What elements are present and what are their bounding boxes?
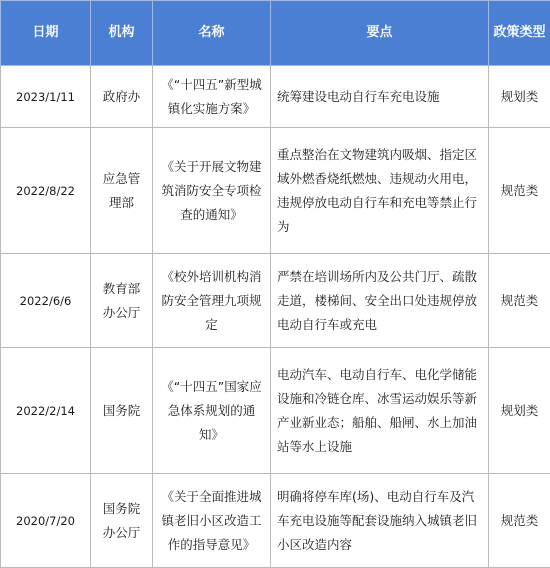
cell-org: 国务院办公厅 — [91, 474, 153, 568]
table-row — [1, 254, 550, 348]
header-name: 名称 — [153, 1, 271, 66]
header-date: 日期 — [1, 1, 91, 66]
cell-point: 严禁在培训场所内及公共门厅、疏散走道，楼梯间、安全出口处违规停放电动自行车或充电 — [271, 254, 489, 348]
cell-org: 国务院 — [91, 348, 153, 474]
table-header-row — [1, 1, 550, 66]
header-point: 要点 — [271, 1, 489, 66]
cell-org: 应急管理部 — [91, 128, 153, 254]
cell-type: 规范类 — [489, 128, 550, 254]
cell-name: 《关于开展文物建筑消防安全专项检查的通知》 — [153, 128, 271, 254]
cell-date: 2023/1/11 — [1, 66, 91, 128]
cell-date: 2020/7/20 — [1, 474, 91, 568]
table-row — [1, 128, 550, 254]
cell-name: 《“十四五”新型城镇化实施方案》 — [153, 66, 271, 128]
table-row — [1, 66, 550, 128]
cell-name: 《关于全面推进城镇老旧小区改造工作的指导意见》 — [153, 474, 271, 568]
cell-type: 规范类 — [489, 474, 550, 568]
cell-org: 政府办 — [91, 66, 153, 128]
cell-type: 规范类 — [489, 254, 550, 348]
cell-point: 统筹建设电动自行车充电设施 — [271, 66, 489, 128]
cell-point: 电动汽车、电动自行车、电化学储能设施和冷链仓库、冰雪运动娱乐等新产业新业态；船舶、船闸、水上加油站等水上设施 — [271, 348, 489, 474]
cell-type: 规划类 — [489, 66, 550, 128]
cell-date: 2022/8/22 — [1, 128, 91, 254]
header-type: 政策类型 — [489, 1, 550, 66]
table-row — [1, 474, 550, 568]
cell-date: 2022/6/6 — [1, 254, 91, 348]
header-org: 机构 — [91, 1, 153, 66]
cell-type: 规划类 — [489, 348, 550, 474]
cell-name: 《“十四五”国家应急体系规划的通知》 — [153, 348, 271, 474]
cell-org: 教育部办公厅 — [91, 254, 153, 348]
table-row — [1, 348, 550, 474]
cell-date: 2022/2/14 — [1, 348, 91, 474]
cell-point: 明确将停车库(场)、电动自行车及汽车充电设施等配套设施纳入城镇老旧小区改造内容 — [271, 474, 489, 568]
cell-name: 《校外培训机构消防安全管理九项规定 — [153, 254, 271, 348]
cell-point: 重点整治在文物建筑内吸烟、指定区域外燃香烧纸燃烛、违规动火用电，违规停放电动自行车和充电等禁止行为 — [271, 128, 489, 254]
